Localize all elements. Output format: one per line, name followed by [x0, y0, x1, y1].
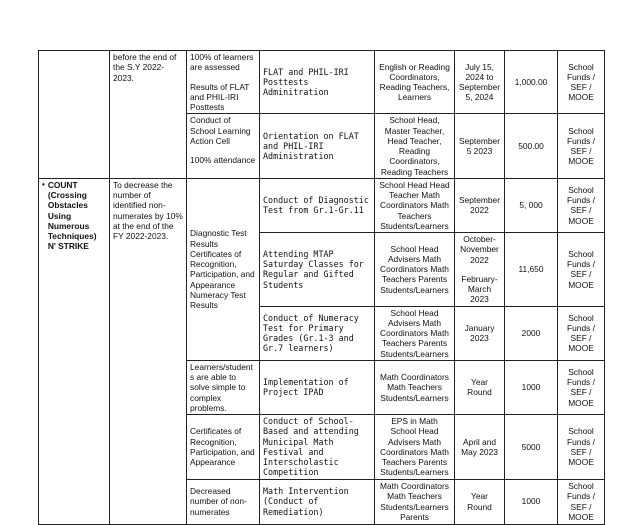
time-frame-text: October-November 2022 [460, 234, 499, 265]
cost-cell: 5000 [505, 415, 558, 480]
time-frame-cell: September 5 2023 [455, 114, 505, 179]
time-frame-cell: Year Round [455, 360, 505, 414]
source-of-funds-cell: School Funds / SEF / MOOE [558, 360, 605, 414]
indicator-cell [187, 51, 260, 114]
table-row [39, 178, 605, 232]
activity-cell: Conduct of Diagnostic Test from Gr.1-Gr.11 [260, 178, 375, 232]
cost-cell: 1000 [505, 479, 558, 524]
activity-cell: Conduct of School-Based and attending Municipal Math Festival and Interscholastic Competition [260, 415, 375, 480]
objective-cell: To decrease the number of identified non-numerates by 10% at the end of the FY 2022-2023. [110, 178, 187, 524]
persons-cell: Math Coordinators Math Teachers Students/Learners [375, 360, 455, 414]
source-of-funds-cell: School Funds / SEF / MOOE [558, 51, 605, 114]
source-of-funds-cell: School Funds / SEF / MOOE [558, 479, 605, 524]
cost-cell: 2000 [505, 306, 558, 360]
source-of-funds-cell: School Funds / SEF / MOOE [558, 178, 605, 232]
activity-cell: Math Intervention (Conduct of Remediation) [260, 479, 375, 524]
cost-cell: 1000 [505, 360, 558, 414]
persons-cell: School Head Advisers Math Coordinators Math Teachers Parents Students/Learners [375, 306, 455, 360]
indicator-cell: Diagnostic Test Results Certificates of Recognition, Participation, and Appearance Numeracy Test Results [187, 178, 260, 360]
activity-cell: Conduct of Numeracy Test for Primary Grades (Gr.1-3 and Gr.7 learners) [260, 306, 375, 360]
persons-cell: English or Reading Coordinators, Reading Teachers, Learners [375, 51, 455, 114]
strategy-item [42, 180, 106, 252]
cost-cell: 500.00 [505, 114, 558, 179]
persons-cell: Math Coordinators Math Teachers Students/Learners Parents [375, 479, 455, 524]
cost-cell: 5, 000 [505, 178, 558, 232]
indicator-text: 100% of learners are assessed [190, 52, 254, 73]
source-of-funds-cell: School Funds / SEF / MOOE [558, 306, 605, 360]
bullet-icon: • [42, 179, 45, 189]
time-frame-cell: September 2022 [455, 178, 505, 232]
table-row [39, 51, 605, 114]
time-frame-cell: April and May 2023 [455, 415, 505, 480]
time-frame-text: February-March 2023 [461, 273, 498, 305]
time-frame-cell: January 2023 [455, 306, 505, 360]
persons-cell: EPS in Math School Head Advisers Math Coordinators Math Teachers Parents Students/Learners [375, 415, 455, 480]
strategy-cell-empty [39, 51, 110, 179]
indicator-text: Results of FLAT and PHIL-IRI Posttests [190, 81, 250, 112]
action-plan-table [38, 50, 605, 525]
strategy-cell [39, 178, 110, 524]
time-frame-cell: Year Round [455, 479, 505, 524]
time-frame-cell: July 15, 2024 to September 5, 2024 [455, 51, 505, 114]
activity-cell: Attending MTAP Saturday Classes for Regular and Gifted Students [260, 233, 375, 307]
persons-cell: School Head, Master Teacher, Head Teacher, Reading Coordinators, Reading Teachers [375, 114, 455, 179]
cost-cell: 11,650 [505, 233, 558, 307]
source-of-funds-cell: School Funds / SEF / MOOE [558, 415, 605, 480]
activity-cell: Orientation on FLAT and PHIL-IRI Administration [260, 114, 375, 179]
source-of-funds-cell: School Funds / SEF / MOOE [558, 233, 605, 307]
source-of-funds-cell: School Funds / SEF / MOOE [558, 114, 605, 179]
indicator-cell: Learners/students are able to solve simple to complex problems. [187, 360, 260, 414]
cost-cell: 1,000.00 [505, 51, 558, 114]
persons-cell: School Head Head Teacher Math Coordinators Math Teachers Students/Learners [375, 178, 455, 232]
indicator-text: Conduct of School Learning Action Cell [190, 115, 251, 146]
activity-cell: Implementation of Project IPAD [260, 360, 375, 414]
persons-cell: School Head Advisers Math Coordinators Math Teachers Parents Students/Learners [375, 233, 455, 307]
indicator-cell: Certificates of Recognition, Participation, and Appearance [187, 415, 260, 480]
activity-cell: FLAT and PHIL-IRI Posttests Adminitration [260, 51, 375, 114]
indicator-text: 100% attendance [190, 155, 256, 165]
strategy-name: COUNT (Crossing Obstacles Using Numerous Techniques) N' STRIKE [47, 179, 97, 252]
objective-cell: before the end of the S.Y 2022-2023. [110, 51, 187, 179]
time-frame-cell [455, 233, 505, 307]
indicator-cell: Decreased number of non-numerates [187, 479, 260, 524]
indicator-cell [187, 114, 260, 179]
